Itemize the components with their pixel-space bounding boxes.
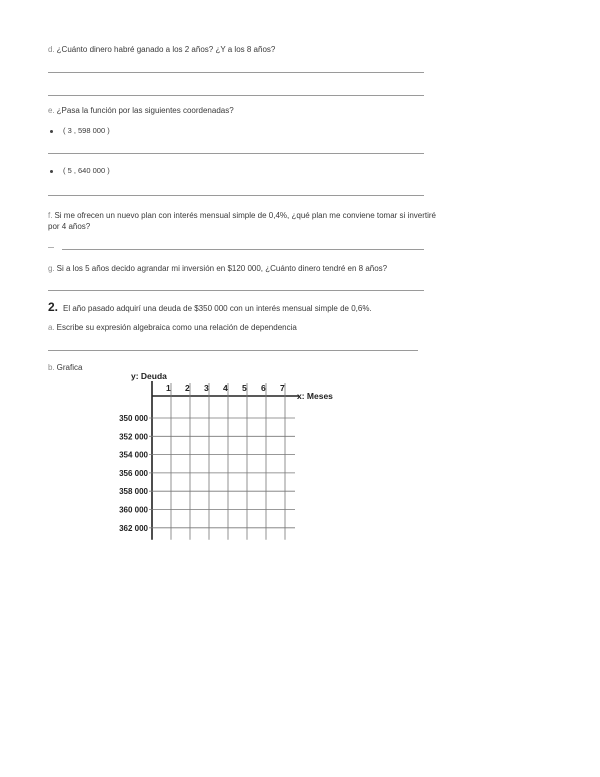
problem-2b-text: Grafica xyxy=(56,363,83,372)
x-tick-label: 5 xyxy=(242,383,247,393)
question-e-letter: e. xyxy=(48,106,55,115)
question-e-text: ¿Pasa la función por las siguientes coordenadas? xyxy=(56,106,234,115)
question-f-line1 xyxy=(48,210,436,221)
coordinate-item-1 xyxy=(50,126,110,135)
problem-2a xyxy=(48,322,297,333)
answer-line-f[interactable] xyxy=(62,249,424,250)
question-g-letter: g. xyxy=(48,264,55,273)
bullet-icon xyxy=(50,170,53,173)
question-d-text: ¿Cuánto dinero habré ganado a los 2 años? ¿Y a los 8 años? xyxy=(56,45,276,54)
x-tick-label: 7 xyxy=(280,383,285,393)
question-f-text-1: Si me ofrecen un nuevo plan con interés mensual simple de 0,4%, ¿qué plan me conviene tomar si invertiré xyxy=(54,211,436,220)
question-d xyxy=(48,44,275,55)
question-e xyxy=(48,105,234,116)
y-tick-labels xyxy=(119,414,148,533)
question-f-letter: f. xyxy=(48,211,53,220)
x-tick-labels xyxy=(166,383,285,393)
y-tick-label: 360 000 xyxy=(119,505,148,515)
problem-2a-letter: a. xyxy=(48,323,55,332)
x-tick-label: 2 xyxy=(185,383,190,393)
answer-line-g[interactable] xyxy=(48,290,424,291)
x-tick-label: 1 xyxy=(166,383,171,393)
coordinate-2: ( 5 , 640 000 ) xyxy=(63,166,110,175)
problem-2a-text: Escribe su expresión algebraica como una relación de dependencia xyxy=(56,323,297,332)
problem-2b-letter: b. xyxy=(48,363,55,372)
x-tick-label: 4 xyxy=(223,383,228,393)
coordinate-item-2 xyxy=(50,166,110,175)
bullet-icon xyxy=(50,130,53,133)
y-axis-label: y: Deuda xyxy=(131,371,167,381)
y-tick-label: 362 000 xyxy=(119,523,148,533)
answer-line-d2[interactable] xyxy=(48,95,424,96)
question-g-text: Si a los 5 años decido agrandar mi inversión en $120 000, ¿Cuánto dinero tendré en 8 años? xyxy=(56,264,388,273)
question-d-letter: d. xyxy=(48,45,55,54)
coordinate-1: ( 3 , 598 000 ) xyxy=(63,126,110,135)
answer-line-e2[interactable] xyxy=(48,195,424,196)
question-f-line2 xyxy=(48,221,90,232)
y-tick-label: 352 000 xyxy=(119,432,148,442)
y-tick-label: 350 000 xyxy=(119,414,148,423)
grid-lines xyxy=(149,381,299,540)
y-tick-label: 356 000 xyxy=(119,468,148,478)
problem-2-number: 2. xyxy=(48,300,59,314)
x-tick-label: 3 xyxy=(204,383,209,393)
y-tick-label: 358 000 xyxy=(119,487,148,497)
problem-2 xyxy=(48,300,372,316)
problem-2b xyxy=(48,362,82,373)
x-tick-label: 6 xyxy=(261,383,266,393)
answer-line-d1[interactable] xyxy=(48,72,424,73)
problem-2-text: El año pasado adquirí una deuda de $350 000 con un interés mensual simple de 0,6%. xyxy=(63,304,372,313)
answer-mark-f xyxy=(48,247,54,248)
y-tick-label: 354 000 xyxy=(119,450,148,460)
answer-line-e1[interactable] xyxy=(48,153,424,154)
x-axis-label: x: Meses xyxy=(297,391,333,401)
answer-line-2a[interactable] xyxy=(48,350,418,351)
question-f-text-2: por 4 años? xyxy=(48,222,91,231)
question-g xyxy=(48,263,387,274)
